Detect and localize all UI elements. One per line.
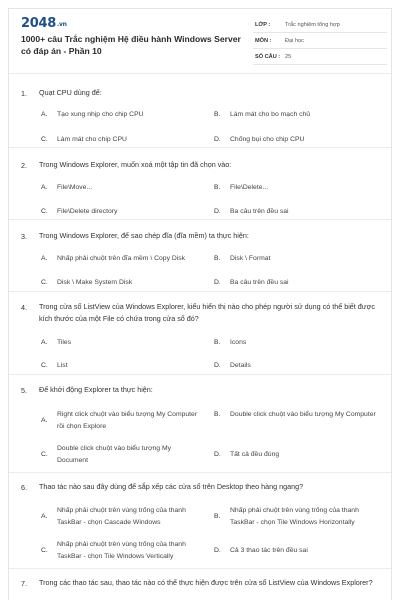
option-b[interactable]	[214, 337, 386, 349]
option-text: Cả 3 thao tác trên đều sai	[230, 547, 308, 554]
question-number: 3.	[21, 232, 27, 241]
option-letter: D.	[214, 547, 221, 555]
option-c[interactable]	[41, 134, 209, 146]
option-letter: A.	[41, 111, 48, 119]
meta-row-class	[253, 17, 387, 33]
question-text: Trong Windows Explorer, để sao chép đĩa (đĩa mềm) ta thực hiện:	[39, 231, 249, 240]
option-letter: A.	[41, 184, 48, 192]
option-letter: A.	[41, 417, 48, 424]
option-text: Tất cả đều đúng	[230, 451, 280, 458]
question-text: Trong cửa sổ ListView của Windows Explorer, kiểu hiển thị nào cho phép người sử dụng có thể biết được kích thước của một File có chứa trong cửa sổ đó?	[39, 302, 375, 323]
option-b[interactable]	[214, 505, 386, 528]
question-text: Thao tác nào sau đây dùng để sắp xếp các cửa sổ trên Desktop theo hàng ngang?	[39, 482, 304, 491]
option-text: Right click chuột vào biểu tượng My Computer rồi chọn Explore	[57, 411, 198, 430]
option-c[interactable]	[41, 206, 209, 218]
question-text: Trong Windows Explorer, muốn xoá một tập tin đã chọn vào:	[39, 160, 232, 169]
option-text: File\Delete...	[230, 184, 269, 191]
option-letter: D.	[214, 362, 221, 370]
option-letter: A.	[41, 255, 48, 263]
option-d[interactable]	[214, 206, 386, 218]
question-divider	[9, 472, 392, 473]
document-title: 1000+ câu Trắc nghiệm Hệ điều hành Windows Server có đáp án - Phần 10	[21, 34, 241, 56]
option-letter: D.	[214, 208, 221, 216]
question-number: 7.	[21, 579, 27, 588]
option-letter: B.	[214, 111, 221, 119]
option-a[interactable]	[41, 182, 209, 194]
document-page	[8, 8, 392, 600]
meta-row-subject	[253, 33, 387, 49]
option-text: Double click chuột vào biểu tượng My Document	[57, 445, 172, 464]
question-text: Quạt CPU dùng để:	[39, 88, 102, 97]
option-letter: C.	[41, 362, 48, 370]
option-c[interactable]	[41, 277, 209, 289]
option-text: Nhấp phải chuột trên đĩa mềm \ Copy Disk	[57, 255, 186, 262]
option-letter: B.	[214, 513, 221, 520]
option-text: Icons	[230, 339, 247, 346]
option-letter: D.	[214, 451, 221, 459]
document-meta	[253, 17, 387, 65]
option-a[interactable]	[41, 253, 209, 265]
question-number: 4.	[21, 303, 27, 312]
option-letter: A.	[41, 513, 48, 520]
header-divider	[9, 73, 391, 74]
question-number: 6.	[21, 483, 27, 492]
option-text: Tạo xung nhịp cho chip CPU	[57, 111, 144, 118]
option-text: Nhấp phải chuột trên vùng trống của thanh TaskBar - chọn Tile Windows Horizontally	[230, 507, 359, 526]
option-b[interactable]	[214, 182, 386, 194]
option-c[interactable]	[41, 443, 209, 466]
option-letter: D.	[214, 136, 221, 144]
option-letter: A.	[41, 339, 48, 347]
question-divider	[9, 147, 392, 148]
option-letter: C.	[41, 208, 48, 216]
option-d[interactable]	[214, 449, 386, 461]
option-a[interactable]	[41, 409, 209, 432]
question-divider	[9, 374, 392, 375]
option-text: File\Delete directory	[57, 208, 118, 215]
option-text: Nhấp phải chuột trên vùng trống của thanh TaskBar - chọn Cascade Windows	[57, 507, 186, 526]
meta-label: LỚP :	[255, 22, 271, 28]
option-text: Tiles	[57, 339, 72, 346]
option-d[interactable]	[214, 545, 386, 557]
option-letter: B.	[214, 339, 221, 347]
meta-value: Đại học	[285, 38, 304, 44]
option-letter: B.	[214, 411, 221, 419]
option-d[interactable]	[214, 134, 386, 146]
option-text: Disk \ Make System Disk	[57, 279, 133, 286]
option-text: Details	[230, 362, 251, 369]
option-letter: B.	[214, 255, 221, 263]
option-text: Disk \ Format	[230, 255, 271, 262]
option-a[interactable]	[41, 505, 209, 528]
question-text: Để khởi động Explorer ta thực hiện:	[39, 385, 153, 394]
option-a[interactable]	[41, 109, 209, 121]
option-text: Ba câu trên đều sai	[230, 279, 289, 286]
option-text: Làm mát cho chip CPU	[57, 136, 127, 143]
option-c[interactable]	[41, 360, 209, 372]
option-b[interactable]	[214, 109, 386, 121]
meta-value: Trắc nghiệm tổng hợp	[285, 22, 340, 28]
site-logo[interactable]: 2048.vn	[21, 16, 67, 31]
option-letter: C.	[41, 136, 48, 144]
option-a[interactable]	[41, 337, 209, 349]
document-header	[9, 9, 391, 73]
option-text: Double click chuột vào biểu tượng My Computer	[230, 411, 376, 418]
question-number: 2.	[21, 161, 27, 170]
option-text: Làm mát cho bo mạch chủ	[230, 111, 311, 118]
question-number: 5.	[21, 386, 27, 395]
option-text: Chống bụi cho chip CPU	[230, 136, 305, 143]
meta-label: SỐ CÂU :	[255, 54, 281, 60]
option-letter: B.	[214, 184, 221, 192]
question-text: Trong các thao tác sau, thao tác nào có thể thực hiện được trên cửa sổ ListView của Windows Explorer?	[39, 578, 373, 587]
option-letter: C.	[41, 279, 48, 287]
question-divider	[9, 219, 392, 220]
option-b[interactable]	[214, 409, 386, 421]
option-text: List	[57, 362, 68, 369]
option-letter: C.	[41, 451, 48, 458]
meta-value: 25	[285, 54, 292, 60]
option-text: Ba câu trên đều sai	[230, 208, 289, 215]
option-text: Nhấp phải chuột trên vùng trống của thanh TaskBar - chọn Tile Windows Vertically	[57, 541, 186, 560]
option-d[interactable]	[214, 360, 386, 372]
option-letter: C.	[41, 547, 48, 554]
meta-label: MÔN :	[255, 38, 272, 44]
option-text: File\Move...	[57, 184, 93, 191]
question-divider	[9, 291, 392, 292]
option-letter: D.	[214, 279, 221, 287]
option-c[interactable]	[41, 539, 209, 562]
option-b[interactable]	[214, 253, 386, 265]
option-d[interactable]	[214, 277, 386, 289]
question-divider	[9, 568, 392, 569]
question-number: 1.	[21, 89, 27, 98]
meta-row-count	[253, 49, 387, 65]
